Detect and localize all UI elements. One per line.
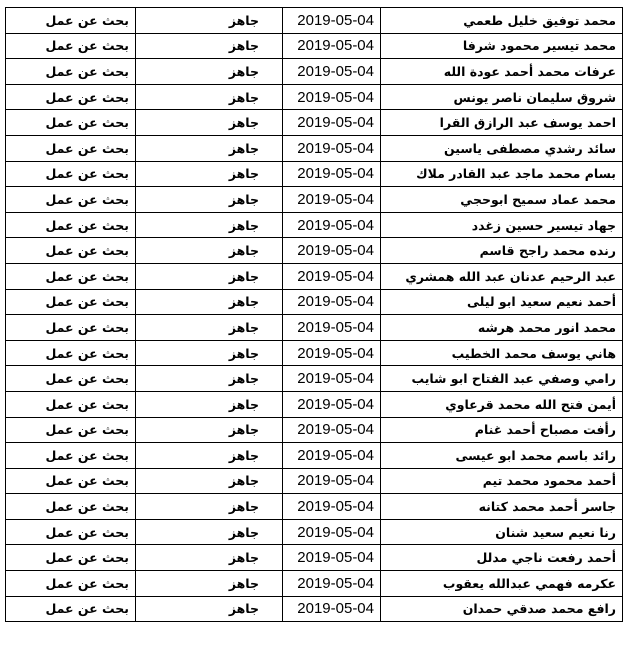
ready-cell: جاهز — [136, 596, 283, 622]
name-cell: محمد توفيق خليل طعمي — [381, 8, 623, 34]
name-cell: شروق سليمان ناصر يونس — [381, 84, 623, 110]
status-cell: بحث عن عمل — [6, 161, 136, 187]
name-cell: رافع محمد صدقي حمدان — [381, 596, 623, 622]
name-cell: رائد باسم محمد ابو عيسى — [381, 443, 623, 469]
status-cell: بحث عن عمل — [6, 468, 136, 494]
table-row — [6, 263, 623, 289]
status-cell: بحث عن عمل — [6, 187, 136, 213]
status-cell: بحث عن عمل — [6, 135, 136, 161]
name-cell: أحمد رفعت ناجي مدلل — [381, 545, 623, 571]
status-cell: بحث عن عمل — [6, 59, 136, 85]
date-cell: 2019-05-04 — [283, 391, 381, 417]
table-row — [6, 110, 623, 136]
ready-cell: جاهز — [136, 84, 283, 110]
date-cell: 2019-05-04 — [283, 417, 381, 443]
name-cell: عرفات محمد أحمد عودة الله — [381, 59, 623, 85]
ready-cell: جاهز — [136, 135, 283, 161]
date-cell: 2019-05-04 — [283, 84, 381, 110]
name-cell: بسام محمد ماجد عبد القادر ملاك — [381, 161, 623, 187]
ready-cell: جاهز — [136, 417, 283, 443]
name-cell: أحمد محمود محمد تيم — [381, 468, 623, 494]
ready-cell: جاهز — [136, 8, 283, 34]
date-cell: 2019-05-04 — [283, 443, 381, 469]
status-cell: بحث عن عمل — [6, 391, 136, 417]
date-cell: 2019-05-04 — [283, 212, 381, 238]
date-cell: 2019-05-04 — [283, 135, 381, 161]
status-cell: بحث عن عمل — [6, 340, 136, 366]
date-cell: 2019-05-04 — [283, 110, 381, 136]
name-cell: رنا نعيم سعيد شنان — [381, 519, 623, 545]
status-cell: بحث عن عمل — [6, 212, 136, 238]
table-row — [6, 8, 623, 34]
table-row — [6, 596, 623, 622]
status-cell: بحث عن عمل — [6, 84, 136, 110]
date-cell: 2019-05-04 — [283, 289, 381, 315]
name-cell: محمد تيسير محمود شرفا — [381, 33, 623, 59]
name-cell: أحمد نعيم سعيد ابو ليلى — [381, 289, 623, 315]
date-cell: 2019-05-04 — [283, 366, 381, 392]
applicants-table — [5, 7, 623, 622]
table-row — [6, 315, 623, 341]
ready-cell: جاهز — [136, 494, 283, 520]
ready-cell: جاهز — [136, 571, 283, 597]
name-cell: احمد يوسف عبد الرازق القرا — [381, 110, 623, 136]
table-row — [6, 443, 623, 469]
date-cell: 2019-05-04 — [283, 494, 381, 520]
status-cell: بحث عن عمل — [6, 519, 136, 545]
name-cell: جهاد تيسير حسين زغدد — [381, 212, 623, 238]
ready-cell: جاهز — [136, 33, 283, 59]
table-row — [6, 135, 623, 161]
name-cell: رنده محمد راجح قاسم — [381, 238, 623, 264]
status-cell: بحث عن عمل — [6, 263, 136, 289]
status-cell: بحث عن عمل — [6, 289, 136, 315]
ready-cell: جاهز — [136, 519, 283, 545]
date-cell: 2019-05-04 — [283, 161, 381, 187]
table-row — [6, 212, 623, 238]
status-cell: بحث عن عمل — [6, 238, 136, 264]
name-cell: محمد انور محمد هرشه — [381, 315, 623, 341]
ready-cell: جاهز — [136, 187, 283, 213]
status-cell: بحث عن عمل — [6, 417, 136, 443]
table-row — [6, 289, 623, 315]
status-cell: بحث عن عمل — [6, 443, 136, 469]
table-row — [6, 366, 623, 392]
table-row — [6, 545, 623, 571]
table-row — [6, 238, 623, 264]
ready-cell: جاهز — [136, 468, 283, 494]
status-cell: بحث عن عمل — [6, 8, 136, 34]
status-cell: بحث عن عمل — [6, 596, 136, 622]
ready-cell: جاهز — [136, 545, 283, 571]
table-row — [6, 417, 623, 443]
status-cell: بحث عن عمل — [6, 494, 136, 520]
applicants-table-body — [6, 8, 623, 622]
status-cell: بحث عن عمل — [6, 315, 136, 341]
ready-cell: جاهز — [136, 366, 283, 392]
date-cell: 2019-05-04 — [283, 238, 381, 264]
table-row — [6, 161, 623, 187]
date-cell: 2019-05-04 — [283, 59, 381, 85]
table-row — [6, 571, 623, 597]
ready-cell: جاهز — [136, 289, 283, 315]
table-row — [6, 33, 623, 59]
ready-cell: جاهز — [136, 443, 283, 469]
ready-cell: جاهز — [136, 340, 283, 366]
date-cell: 2019-05-04 — [283, 8, 381, 34]
date-cell: 2019-05-04 — [283, 315, 381, 341]
status-cell: بحث عن عمل — [6, 110, 136, 136]
table-row — [6, 468, 623, 494]
name-cell: سائد رشدي مصطفى ياسين — [381, 135, 623, 161]
name-cell: عكرمه فهمي عبدالله يعقوب — [381, 571, 623, 597]
name-cell: رأفت مصباح أحمد غنام — [381, 417, 623, 443]
table-row — [6, 340, 623, 366]
ready-cell: جاهز — [136, 110, 283, 136]
status-cell: بحث عن عمل — [6, 545, 136, 571]
ready-cell: جاهز — [136, 315, 283, 341]
table-row — [6, 84, 623, 110]
name-cell: عبد الرحيم عدنان عبد الله همشري — [381, 263, 623, 289]
date-cell: 2019-05-04 — [283, 187, 381, 213]
ready-cell: جاهز — [136, 263, 283, 289]
ready-cell: جاهز — [136, 238, 283, 264]
date-cell: 2019-05-04 — [283, 468, 381, 494]
ready-cell: جاهز — [136, 212, 283, 238]
name-cell: رامي وصفي عبد الفتاح ابو شايب — [381, 366, 623, 392]
name-cell: هاني يوسف محمد الخطيب — [381, 340, 623, 366]
name-cell: جاسر أحمد محمد كتانه — [381, 494, 623, 520]
table-row — [6, 59, 623, 85]
date-cell: 2019-05-04 — [283, 545, 381, 571]
status-cell: بحث عن عمل — [6, 571, 136, 597]
ready-cell: جاهز — [136, 161, 283, 187]
date-cell: 2019-05-04 — [283, 596, 381, 622]
table-row — [6, 494, 623, 520]
table-row — [6, 519, 623, 545]
ready-cell: جاهز — [136, 391, 283, 417]
status-cell: بحث عن عمل — [6, 366, 136, 392]
table-row — [6, 187, 623, 213]
date-cell: 2019-05-04 — [283, 340, 381, 366]
table-row — [6, 391, 623, 417]
date-cell: 2019-05-04 — [283, 263, 381, 289]
status-cell: بحث عن عمل — [6, 33, 136, 59]
name-cell: محمد عماد سميح ابوحجي — [381, 187, 623, 213]
name-cell: أيمن فتح الله محمد قرعاوي — [381, 391, 623, 417]
date-cell: 2019-05-04 — [283, 519, 381, 545]
date-cell: 2019-05-04 — [283, 571, 381, 597]
date-cell: 2019-05-04 — [283, 33, 381, 59]
ready-cell: جاهز — [136, 59, 283, 85]
